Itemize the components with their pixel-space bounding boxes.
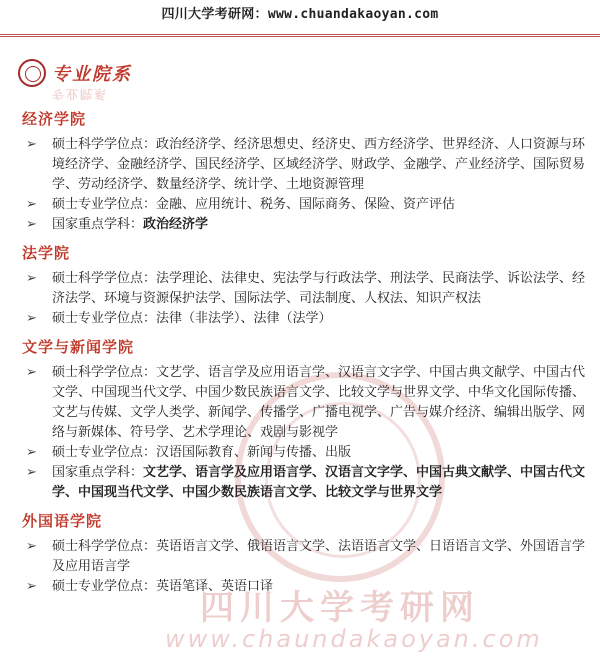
header-site: www.chuandakaoyan.com	[267, 7, 439, 22]
item-label: 硕士专业学位点：	[52, 197, 157, 212]
item-value: 金融、应用统计、税务、国际商务、保险、资产评估	[156, 197, 456, 212]
list-item	[22, 195, 588, 215]
arrow-bullet-icon: ➢	[26, 137, 37, 152]
department-section	[22, 336, 588, 503]
title-row	[18, 56, 132, 90]
item-value: 汉语国际教育、新闻与传播、出版	[156, 445, 352, 460]
page-title-reflection: 专业院系	[52, 87, 109, 101]
department-title: 文学与新闻学院	[22, 338, 135, 356]
item-value: 法律（非法学）、法律（法学）	[156, 311, 332, 326]
arrow-bullet-icon: ➢	[26, 539, 37, 554]
item-value: 政治经济学	[143, 217, 209, 232]
arrow-bullet-icon: ➢	[26, 271, 37, 286]
item-label: 国家重点学科：	[52, 465, 144, 480]
department-section	[22, 108, 588, 235]
departments-content	[22, 108, 588, 604]
department-title: 外国语学院	[22, 512, 103, 530]
department-list	[22, 269, 588, 329]
item-label: 硕士专业学位点：	[52, 311, 157, 326]
arrow-bullet-icon: ➢	[26, 197, 37, 212]
list-item	[22, 443, 588, 463]
item-label: 硕士科学学位点：	[52, 137, 157, 152]
department-title: 法学院	[22, 244, 71, 262]
item-label: 硕士专业学位点：	[52, 579, 157, 594]
arrow-bullet-icon: ➢	[26, 579, 37, 594]
list-item	[22, 135, 588, 195]
item-value: 文艺学、语言学及应用语言学、汉语言文字学、中国古典文献学、中国古代文学、中国现当代文学、中国少数民族语言文学、比较文学与世界文学	[52, 465, 586, 500]
arrow-bullet-icon: ➢	[26, 217, 37, 232]
list-item	[22, 309, 588, 329]
watermark-url: www.chaundakaoyan.com	[165, 625, 543, 653]
list-item	[22, 215, 588, 235]
department-list	[22, 135, 588, 235]
list-item	[22, 363, 588, 443]
header-text: 四川大学考研网：	[161, 7, 268, 22]
arrow-bullet-icon: ➢	[26, 365, 37, 380]
item-value: 政治经济学、经济思想史、经济史、西方经济学、世界经济、人口资源与环境经济学、金融经济学、国民经济学、区域经济学、财政学、金融学、产业经济学、国际贸易学、劳动经济学、数量经济学、统计学、土地资源管理	[52, 137, 586, 192]
list-item	[22, 537, 588, 577]
item-value: 英语语言文学、俄语语言文学、法语语言文学、日语语言文学、外国语言学及应用语言学	[52, 539, 586, 574]
department-list	[22, 363, 588, 503]
page-header	[0, 0, 600, 37]
item-value: 英语笔译、英语口译	[156, 579, 274, 594]
item-label: 国家重点学科：	[52, 217, 144, 232]
watermark-text: 四川大学考研网	[200, 588, 480, 628]
arrow-bullet-icon: ➢	[26, 445, 37, 460]
item-label: 硕士科学学位点：	[52, 365, 157, 380]
item-value: 文艺学、语言学及应用语言学、汉语言文字学、中国古典文献学、中国古代文学、中国现当代文学、中国少数民族语言文学、比较文学与世界文学、中华文化国际传播、文艺与传媒、文学人类学、新闻学、传播学、广播电视学、广告与媒介经济、编辑出版学、网络与新媒体、符号学、艺术学理论、戏剧与影视学	[52, 365, 586, 440]
item-label: 硕士科学学位点：	[52, 539, 157, 554]
item-label: 硕士科学学位点：	[52, 271, 157, 286]
university-seal-icon	[18, 59, 46, 87]
arrow-bullet-icon: ➢	[26, 311, 37, 326]
list-item	[22, 269, 588, 309]
department-section	[22, 242, 588, 329]
arrow-bullet-icon: ➢	[26, 465, 37, 480]
department-title: 经济学院	[22, 110, 87, 128]
item-label: 硕士专业学位点：	[52, 445, 157, 460]
list-item	[22, 463, 588, 503]
item-value: 法学理论、法律史、宪法学与行政法学、刑法学、民商法学、诉讼法学、经济法学、环境与资源保护法学、国际法学、司法制度、人权法、知识产权法	[52, 271, 586, 306]
page-title: 专业院系	[52, 64, 132, 85]
